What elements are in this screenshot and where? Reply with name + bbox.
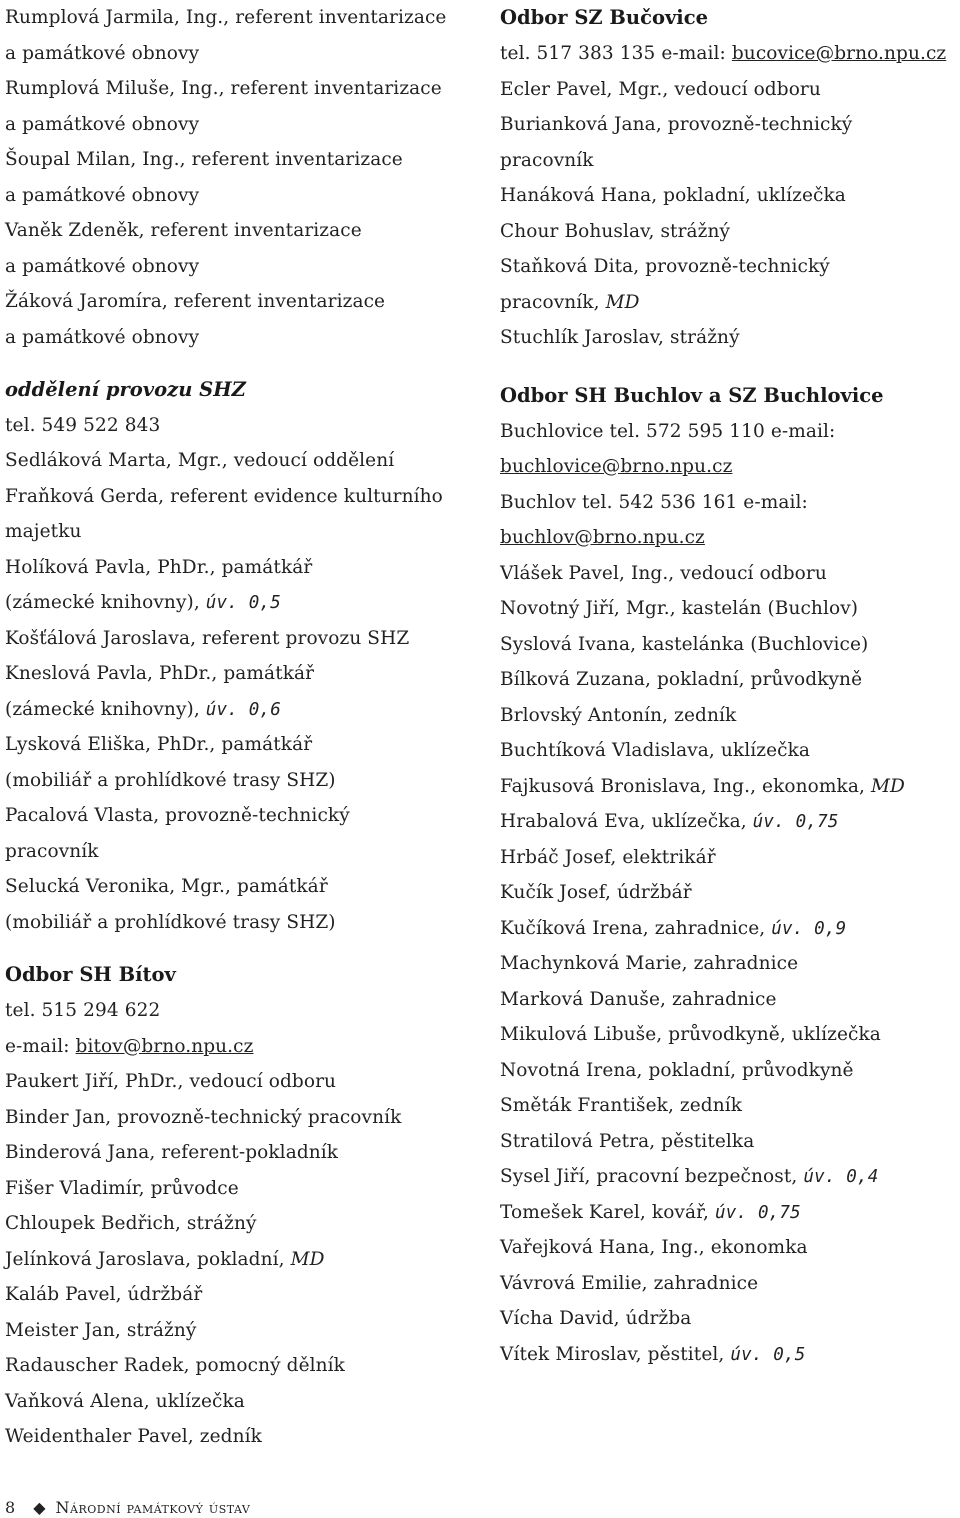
workload-note: úv. 0,9 bbox=[771, 918, 847, 939]
staff-line: Novotný Jiří, Mgr., kastelán (Buchlov) bbox=[500, 598, 859, 619]
staff-line: a památkové obnovy bbox=[5, 113, 200, 135]
page-number: 8 bbox=[5, 1498, 16, 1517]
staff-text: (zámecké knihovny), bbox=[5, 592, 200, 613]
staff-line bbox=[500, 1337, 960, 1373]
staff-line: Rumplová Miluše, Ing., referent inventarizace bbox=[5, 78, 442, 99]
staff-line: Šoupal Milan, Ing., referent inventarizace bbox=[5, 149, 403, 170]
staff-text: Fajkusová Bronislava, Ing., ekonomka, bbox=[500, 775, 865, 797]
staff-line bbox=[500, 1195, 960, 1231]
staff-line: Rumplová Jarmila, Ing., referent inventarizace bbox=[5, 7, 447, 28]
contact-line: Buchlovice tel. 572 595 110 e-mail: bbox=[500, 420, 836, 442]
workload-note: úv. 0,6 bbox=[205, 699, 281, 720]
email-line bbox=[500, 449, 960, 485]
maternity-note: MD bbox=[870, 775, 905, 797]
staff-line: Pacalová Vlasta, provozně-technický bbox=[5, 805, 350, 826]
staff-line: Kneslová Pavla, PhDr., památkář bbox=[5, 663, 315, 684]
staff-text: Tomešek Karel, kovář, bbox=[500, 1201, 710, 1223]
staff-line: Novotná Irena, pokladní, průvodkyně bbox=[500, 1059, 854, 1081]
staff-line: Vávrová Emilie, zahradnice bbox=[500, 1272, 759, 1294]
staff-text: Vítek Miroslav, pěstitel, bbox=[500, 1343, 725, 1365]
contact-line bbox=[500, 36, 960, 72]
staff-line: Holíková Pavla, PhDr., památkář bbox=[5, 556, 313, 578]
staff-line: Burianková Jana, provozně-technický bbox=[500, 114, 853, 135]
staff-line: Radauscher Radek, pomocný dělník bbox=[5, 1355, 345, 1376]
staff-line: Kučík Josef, údržbář bbox=[500, 882, 692, 903]
staff-line bbox=[5, 1242, 480, 1278]
section-heading-bitov: Odbor SH Bítov bbox=[5, 963, 176, 986]
section-heading-provoz: oddělení provozu SHZ bbox=[5, 378, 246, 401]
staff-line: Marková Danuše, zahradnice bbox=[500, 988, 777, 1010]
staff-line: Fraňková Gerda, referent evidence kulturního bbox=[5, 485, 443, 507]
staff-text: Hrabalová Eva, uklízečka, bbox=[500, 811, 747, 832]
maternity-note: MD bbox=[605, 291, 640, 313]
staff-line: pracovník bbox=[5, 840, 99, 862]
staff-line: Staňková Dita, provozně-technický bbox=[500, 256, 830, 277]
staff-line: a památkové obnovy bbox=[5, 42, 200, 64]
email-link[interactable]: bucovice@brno.npu.cz bbox=[731, 43, 947, 64]
publication-name: Národní památkový ústav bbox=[55, 1498, 251, 1517]
staff-line: Směták František, zedník bbox=[500, 1095, 743, 1116]
staff-line: Meister Jan, strážný bbox=[5, 1319, 197, 1341]
staff-line: a památkové obnovy bbox=[5, 255, 200, 277]
email-link[interactable]: bitov@brno.npu.cz bbox=[75, 1035, 254, 1057]
section-heading-buchlov: Odbor SH Buchlov a SZ Buchlovice bbox=[500, 383, 884, 407]
email-line bbox=[500, 520, 960, 556]
workload-note: úv. 0,75 bbox=[752, 812, 839, 832]
contact-line: Buchlov tel. 542 536 161 e-mail: bbox=[500, 491, 808, 513]
staff-line: Bílková Zuzana, pokladní, průvodkyně bbox=[500, 669, 863, 690]
staff-line: Binder Jan, provozně-technický pracovník bbox=[5, 1106, 402, 1128]
email-label: e-mail: bbox=[5, 1035, 70, 1057]
staff-text: (zámecké knihovny), bbox=[5, 698, 200, 720]
staff-line: Chour Bohuslav, strážný bbox=[500, 220, 731, 242]
staff-line: Fišer Vladimír, průvodce bbox=[5, 1177, 239, 1199]
staff-line: Hanáková Hana, pokladní, uklízečka bbox=[500, 185, 846, 206]
staff-line: Hrbáč Josef, elektrikář bbox=[500, 846, 716, 868]
staff-line: Kaláb Pavel, údržbář bbox=[5, 1284, 203, 1305]
staff-line: Chloupek Bedřich, strážný bbox=[5, 1213, 257, 1234]
staff-line bbox=[5, 692, 480, 728]
staff-line: Weidenthaler Pavel, zedník bbox=[5, 1426, 262, 1447]
staff-line bbox=[5, 585, 480, 621]
staff-line: Vařejková Hana, Ing., ekonomka bbox=[500, 1237, 808, 1258]
workload-note: úv. 0,75 bbox=[715, 1202, 801, 1223]
staff-line bbox=[500, 1159, 960, 1195]
staff-line: Paukert Jiří, PhDr., vedoucí odboru bbox=[5, 1071, 337, 1092]
staff-text: Kučíková Irena, zahradnice, bbox=[500, 917, 766, 939]
contact-text: tel. 517 383 135 e-mail: bbox=[500, 43, 726, 64]
staff-line: Syslová Ivana, kastelánka (Buchlovice) bbox=[500, 633, 869, 655]
staff-line: Vaněk Zdeněk, referent inventarizace bbox=[5, 220, 362, 241]
staff-line: (mobiliář a prohlídkové trasy SHZ) bbox=[5, 769, 336, 791]
phone-number: tel. 515 294 622 bbox=[5, 1000, 161, 1021]
workload-note: úv. 0,5 bbox=[730, 1344, 806, 1365]
staff-line: Binderová Jana, referent-pokladník bbox=[5, 1142, 339, 1163]
staff-line: Mikulová Libuše, průvodkyně, uklízečka bbox=[500, 1024, 881, 1045]
staff-line: Vaňková Alena, uklízečka bbox=[5, 1390, 245, 1412]
staff-line bbox=[500, 911, 960, 947]
staff-line: Stuchlík Jaroslav, strážný bbox=[500, 327, 740, 348]
staff-line: a památkové obnovy bbox=[5, 326, 200, 348]
staff-line: Košťálová Jaroslava, referent provozu SHZ bbox=[5, 627, 410, 649]
email-line bbox=[5, 1029, 480, 1065]
staff-text: Sysel Jiří, pracovní bezpečnost, bbox=[500, 1166, 798, 1187]
staff-line: pracovník bbox=[500, 149, 594, 171]
staff-line bbox=[500, 804, 960, 840]
staff-line: Machynková Marie, zahradnice bbox=[500, 953, 799, 974]
phone-number: tel. 549 522 843 bbox=[5, 414, 161, 436]
staff-line: Stratilová Petra, pěstitelka bbox=[500, 1130, 755, 1152]
staff-line: Vícha David, údržba bbox=[500, 1308, 692, 1329]
staff-line bbox=[500, 769, 960, 805]
staff-line: (mobiliář a prohlídkové trasy SHZ) bbox=[5, 911, 336, 933]
staff-text: Jelínková Jaroslava, pokladní, bbox=[5, 1248, 285, 1270]
right-column bbox=[500, 0, 960, 1372]
workload-note: úv. 0,5 bbox=[205, 593, 281, 613]
staff-line: Vlášek Pavel, Ing., vedoucí odboru bbox=[500, 562, 827, 584]
email-link[interactable]: buchlov@brno.npu.cz bbox=[500, 527, 705, 548]
staff-line: Žáková Jaromíra, referent inventarizace bbox=[5, 291, 386, 312]
email-link[interactable]: buchlovice@brno.npu.cz bbox=[500, 456, 733, 477]
maternity-note: MD bbox=[290, 1248, 325, 1270]
staff-line bbox=[500, 285, 960, 321]
staff-line: Selucká Veronika, Mgr., památkář bbox=[5, 876, 328, 897]
staff-text: pracovník, bbox=[500, 291, 600, 313]
section-heading-bucovice: Odbor SZ Bučovice bbox=[500, 6, 708, 29]
intro-list bbox=[5, 0, 480, 355]
diamond-icon: ◆ bbox=[33, 1498, 46, 1517]
staff-line: Buchtíková Vladislava, uklízečka bbox=[500, 740, 811, 761]
staff-line: majetku bbox=[5, 521, 82, 542]
left-column bbox=[5, 0, 480, 1455]
staff-line: Lysková Eliška, PhDr., památkář bbox=[5, 734, 313, 755]
staff-line: a památkové obnovy bbox=[5, 184, 200, 206]
staff-line: Brlovský Antonín, zedník bbox=[500, 704, 737, 726]
page-footer bbox=[5, 1498, 250, 1518]
staff-line: Ecler Pavel, Mgr., vedoucí odboru bbox=[500, 78, 821, 100]
staff-line: Sedláková Marta, Mgr., vedoucí oddělení bbox=[5, 450, 395, 471]
workload-note: úv. 0,4 bbox=[803, 1167, 879, 1187]
